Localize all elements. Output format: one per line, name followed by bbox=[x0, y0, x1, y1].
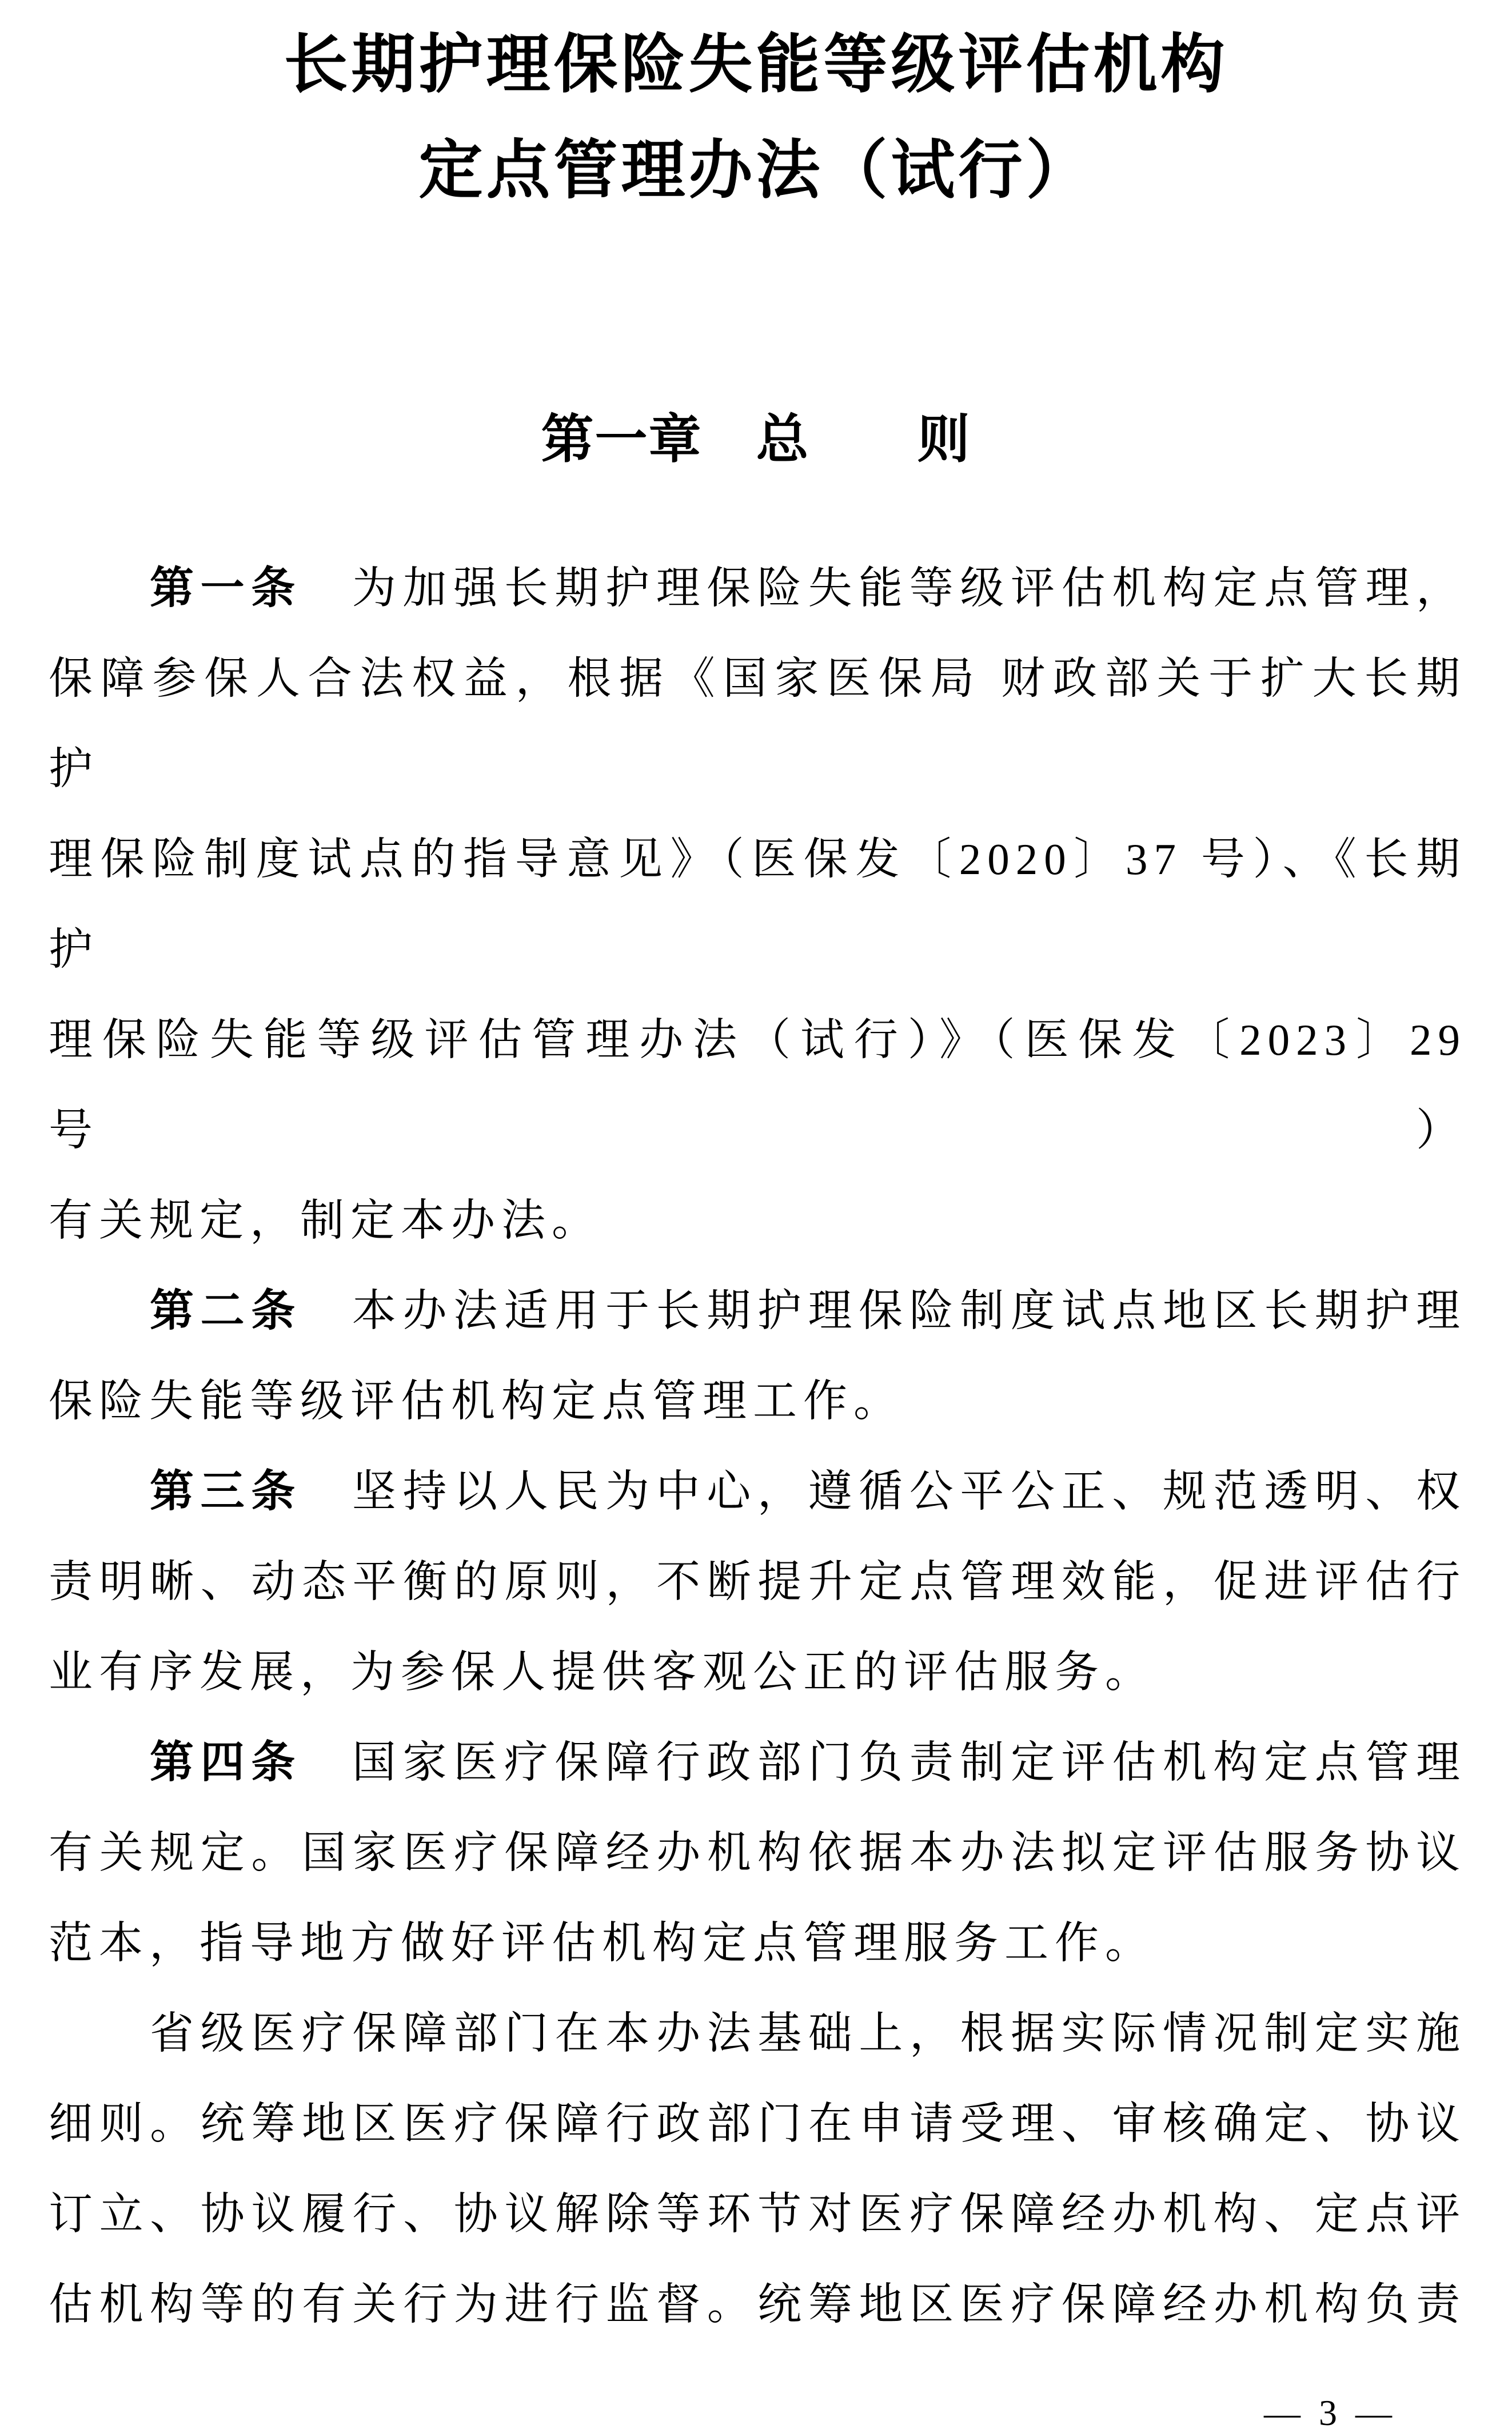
text-line: 省级医疗保障部门在本办法基础上，根据实际情况制定实施 bbox=[150, 2009, 1466, 2058]
text-line: 业有序发展，为参保人提供客观公正的评估服务。 bbox=[49, 1648, 1155, 1697]
text-line: 责明晰、动态平衡的原则，不断提升定点管理效能，促进评估行 bbox=[49, 1557, 1466, 1606]
text-line-content: 本办法适用于长期护理保险制度试点地区长期护理 bbox=[352, 1286, 1466, 1335]
article-label: 第一条 bbox=[150, 564, 302, 613]
paragraph-article-4 bbox=[49, 1717, 1466, 1988]
text-line: 保障参保人合法权益，根据《国家医保局 财政部关于扩大长期护 bbox=[49, 654, 1466, 793]
text-line bbox=[49, 1266, 1466, 1356]
text-line: 有关规定，制定本办法。 bbox=[49, 1196, 602, 1245]
document-title-line-2: 定点管理办法（试行） bbox=[418, 135, 1094, 206]
chapter-heading: 第一章 总 则 bbox=[541, 410, 971, 469]
article-label: 第四条 bbox=[150, 1738, 302, 1787]
text-line-content: 为加强长期护理保险失能等级评估机构定点管理， bbox=[352, 564, 1466, 613]
text-line: 订立、协议履行、协议解除等环节对医疗保障经办机构、定点评 bbox=[49, 2189, 1466, 2239]
article-label: 第二条 bbox=[150, 1286, 302, 1335]
paragraph-article-3 bbox=[49, 1446, 1466, 1717]
text-line-content: 坚持以人民为中心，遵循公平公正、规范透明、权 bbox=[352, 1467, 1466, 1516]
text-line: 细则。统筹地区医疗保障行政部门在申请受理、审核确定、协议 bbox=[49, 2099, 1466, 2148]
text-line: 估机构等的有关行为进行监督。统筹地区医疗保障经办机构负责 bbox=[49, 2280, 1466, 2329]
text-line bbox=[49, 1717, 1466, 1808]
page-number: — 3 — bbox=[1264, 2392, 1397, 2433]
text-line bbox=[49, 543, 1466, 633]
text-line: 保险失能等级评估机构定点管理工作。 bbox=[49, 1377, 904, 1426]
article-label: 第三条 bbox=[150, 1467, 302, 1516]
paragraph-article-1 bbox=[49, 543, 1466, 1266]
text-line: 范本，指导地方做好评估机构定点管理服务工作。 bbox=[49, 1919, 1155, 1968]
text-line: 有关规定。国家医疗保障经办机构依据本办法拟定评估服务协议 bbox=[49, 1828, 1466, 1877]
document-title-line-1: 长期护理保险失能等级评估机构 bbox=[284, 30, 1228, 101]
paragraph-provincial bbox=[49, 1988, 1466, 2350]
paragraph-article-2 bbox=[49, 1266, 1466, 1446]
document-title bbox=[0, 0, 1512, 224]
text-line-content: 国家医疗保障行政部门负责制定评估机构定点管理 bbox=[352, 1738, 1466, 1787]
document-body bbox=[0, 543, 1512, 2350]
text-line: 理保险失能等级评估管理办法（试行）》（医保发〔2023〕29 号） bbox=[49, 1015, 1466, 1155]
text-line bbox=[49, 1446, 1466, 1537]
text-line: 理保险制度试点的指导意见》（医保发〔2020〕37 号）、《长期护 bbox=[49, 835, 1466, 974]
